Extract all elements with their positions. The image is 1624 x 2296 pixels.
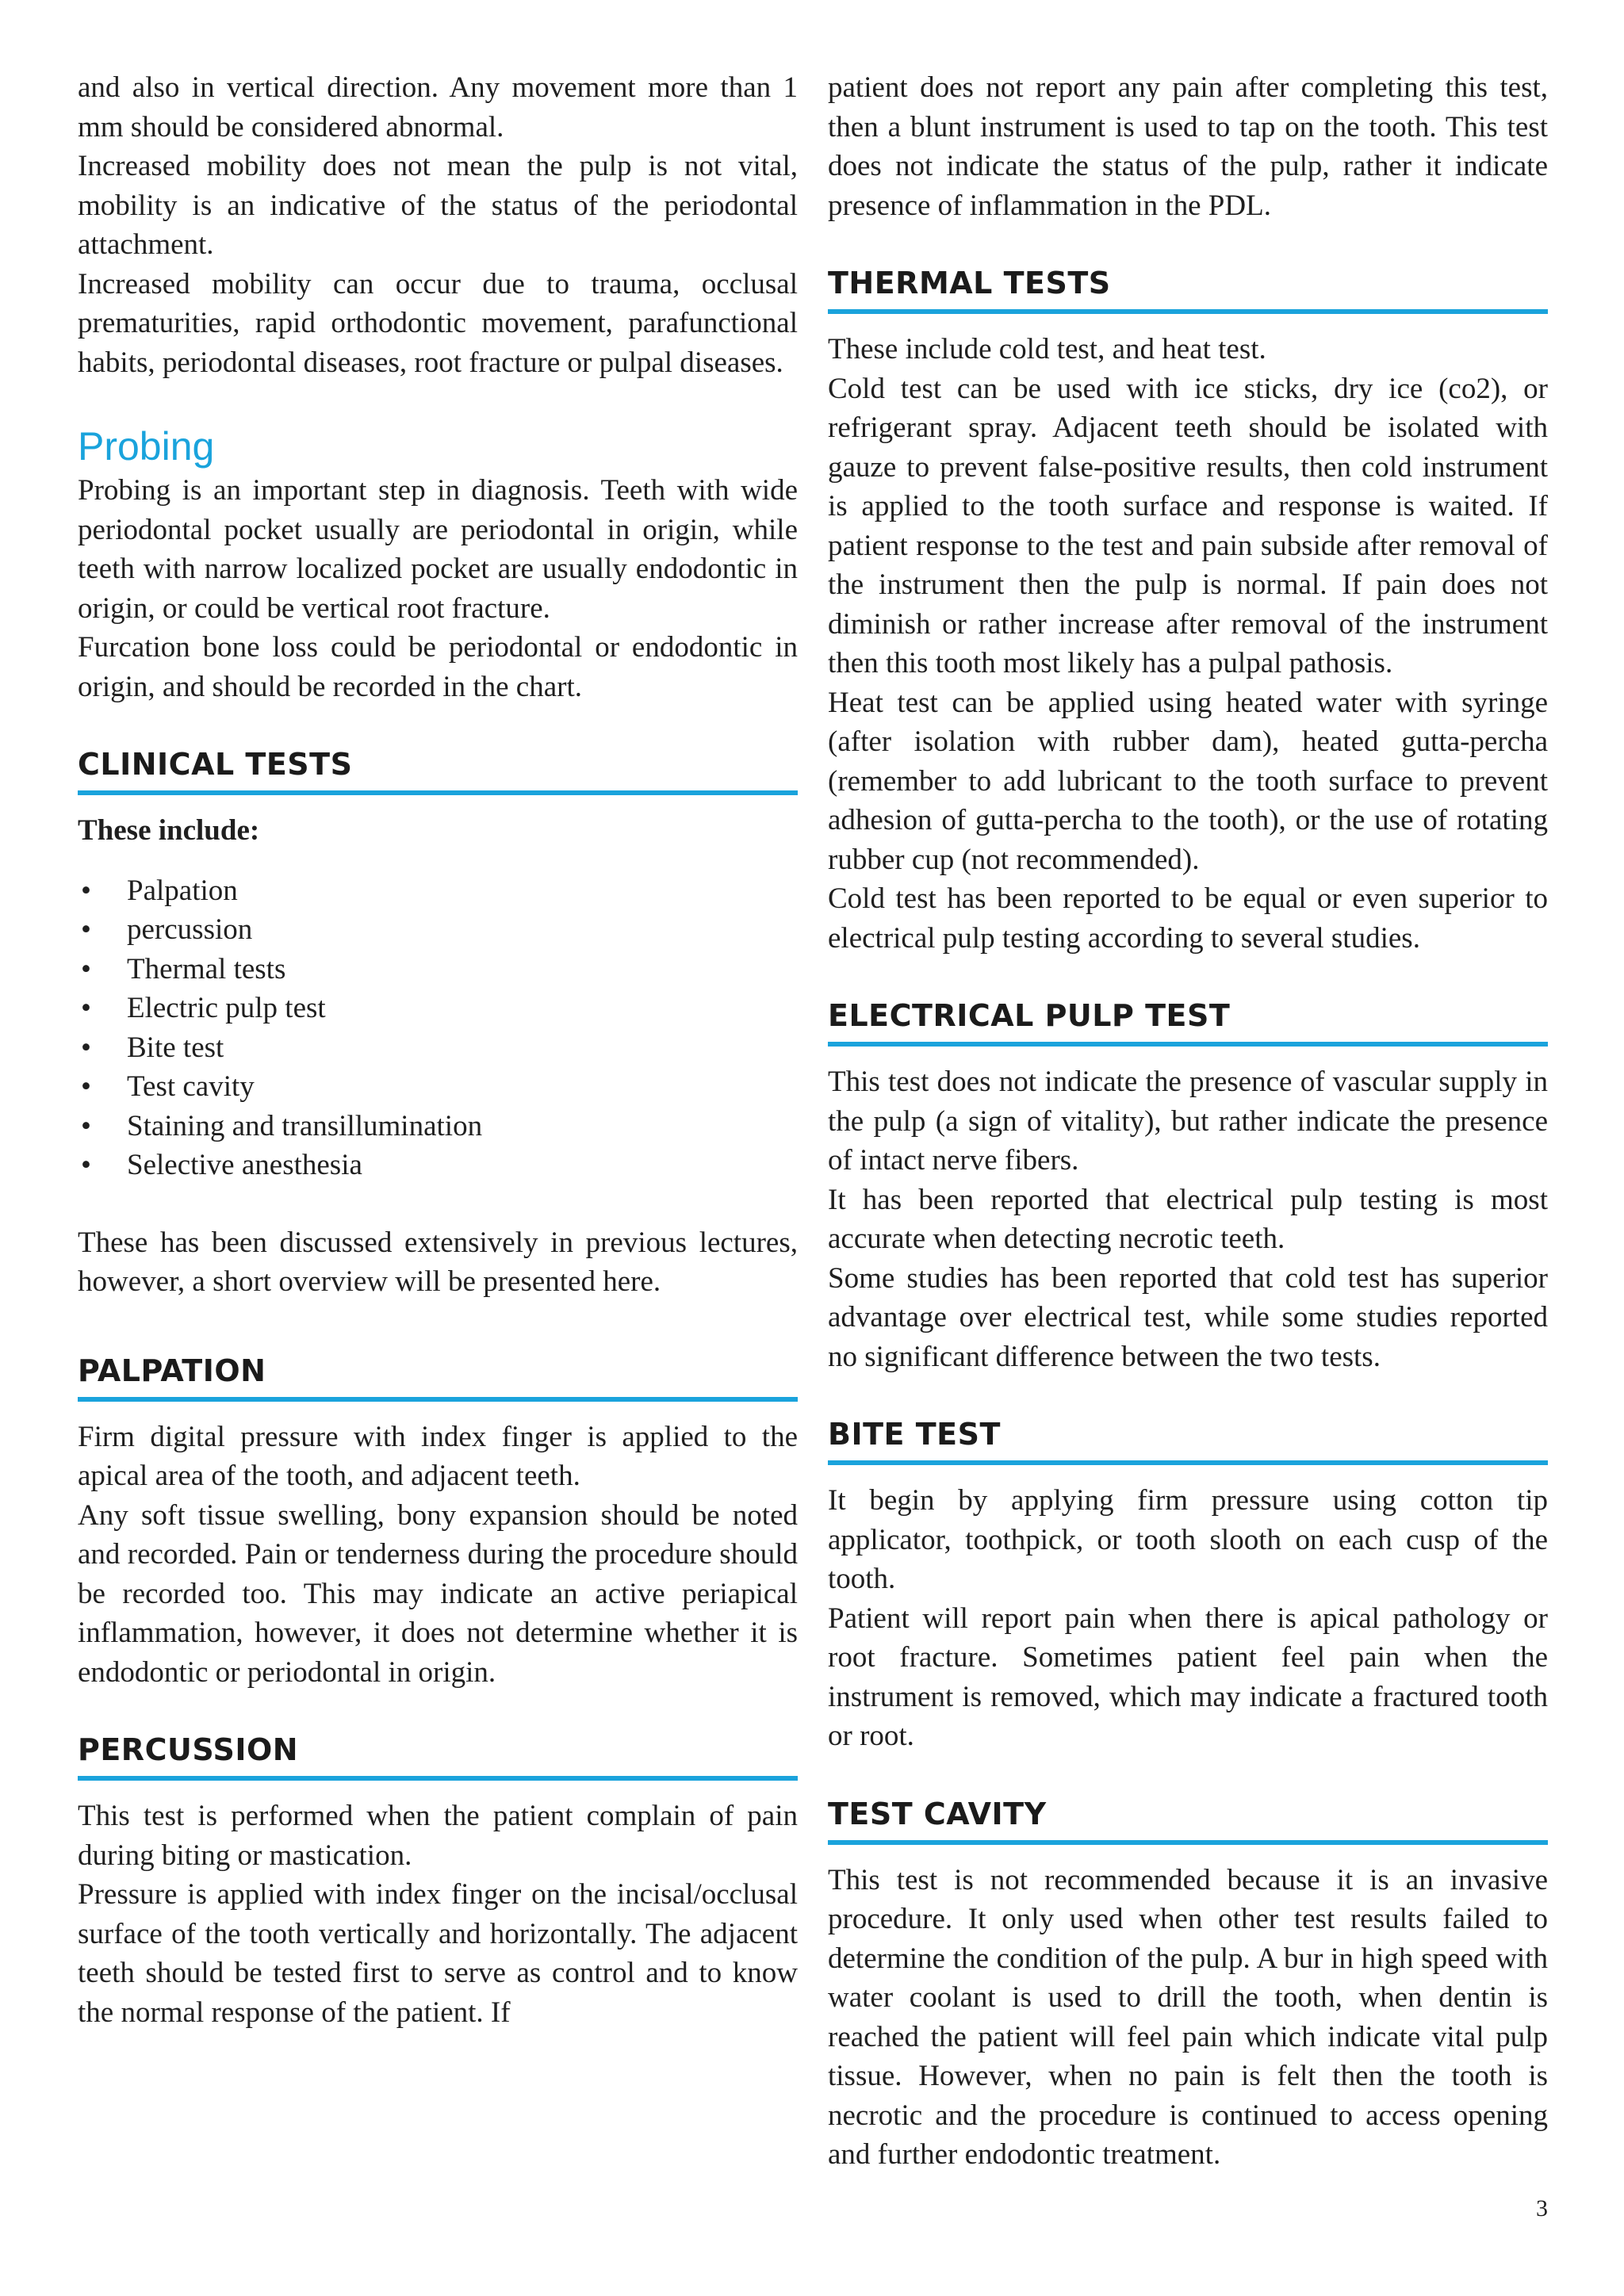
clinical-tests-lead: These include: bbox=[78, 814, 260, 847]
bullet-icon: • bbox=[81, 1149, 91, 1181]
clinical-tests-list bbox=[78, 871, 798, 1185]
electrical-paragraph: This test does not indicate the presence of vascular supply in the pulp (a sign of vitality), but rather indicate the presence of intact nerve fibers. bbox=[828, 1066, 1548, 1177]
thermal-tests-heading: THERMAL TESTS bbox=[828, 263, 1548, 314]
electrical-paragraph: It has been reported that electrical pulp testing is most accurate when detecting necrotic teeth. bbox=[828, 1183, 1548, 1255]
thermal-paragraph: These include cold test, and heat test. bbox=[828, 333, 1266, 365]
bullet-icon: • bbox=[81, 1070, 91, 1103]
bite-paragraph: Patient will report pain when there is apical pathology or root fracture. Sometimes patient feel pain when the instrument is removed, which may indicate a fractured tooth or root. bbox=[828, 1601, 1548, 1752]
bullet-icon: • bbox=[81, 952, 91, 985]
list-item: • Selective anesthesia bbox=[78, 1146, 798, 1185]
bullet-icon: • bbox=[81, 1031, 91, 1064]
clinical-tests-closing: These has been discussed extensively in previous lectures, however, a short overview will be presented here. bbox=[78, 1226, 798, 1298]
clinical-tests-heading: CLINICAL TESTS bbox=[78, 744, 798, 795]
bullet-icon: • bbox=[81, 913, 91, 946]
right-column bbox=[828, 68, 1548, 2175]
thermal-paragraph: Cold test has been reported to be equal or even superior to electrical pulp testing according to several studies. bbox=[828, 882, 1548, 955]
percussion-paragraph: Pressure is applied with index finger on the incisal/occlusal surface of the tooth vertically and horizontally. The adjacent teeth should be tested first to serve as control and to know the normal response of the patient. If bbox=[78, 1878, 798, 2029]
list-item: • Electric pulp test bbox=[78, 989, 798, 1028]
test-cavity-heading: TEST CAVITY bbox=[828, 1794, 1548, 1845]
bullet-icon: • bbox=[81, 874, 91, 907]
bite-paragraph: It begin by applying firm pressure using cotton tip applicator, toothpick, or tooth slooth on each cusp of the tooth. bbox=[828, 1484, 1548, 1595]
thermal-paragraph: Cold test can be used with ice sticks, dry ice (co2), or refrigerant spray. Adjacent teeth should be isolated with gauze to prevent false-positive results, then cold instrument is applied to the tooth surface and response is waited. If patient response to the test and pain subside after removal of the instrument then the pulp is normal. If pain does not diminish or rather increase after removal of the instrument then this tooth most likely has a pulpal pathosis. bbox=[828, 372, 1548, 679]
list-item: • Palpation bbox=[78, 871, 798, 911]
list-item: • Test cavity bbox=[78, 1067, 798, 1107]
probing-heading: Probing bbox=[78, 424, 215, 469]
palpation-paragraph: Firm digital pressure with index finger is applied to the apical area of the tooth, and adjacent teeth. bbox=[78, 1420, 798, 1492]
electrical-paragraph: Some studies has been reported that cold test has superior advantage over electrical test, while some studies reported no significant difference between the two tests. bbox=[828, 1261, 1548, 1373]
thermal-paragraph: Heat test can be applied using heated water with syringe (after isolation with rubber dam), heated gutta-percha (remember to add lubricant to the tooth surface to prevent adhesion of gutta-percha to the tooth), or the use of rotating rubber cup (not recommended). bbox=[828, 686, 1548, 876]
probing-paragraph: Probing is an important step in diagnosis. Teeth with wide periodontal pocket usually are periodontal in origin, while teeth with narrow localized pocket are usually endodontic in origin, or could be vertical root fracture. bbox=[78, 474, 798, 625]
electrical-pulp-test-heading: ELECTRICAL PULP TEST bbox=[828, 996, 1548, 1047]
left-column bbox=[78, 68, 798, 2032]
palpation-paragraph: Any soft tissue swelling, bony expansion should be noted and recorded. Pain or tenderness during the procedure should be recorded too. This may indicate an active periapical inflammation, however, it does not determine whether it is endodontic or periodontal in origin. bbox=[78, 1498, 798, 1689]
list-item: • percussion bbox=[78, 910, 798, 950]
list-item: • Thermal tests bbox=[78, 950, 798, 989]
list-item: • Bite test bbox=[78, 1028, 798, 1068]
percussion-paragraph: This test is performed when the patient complain of pain during biting or mastication. bbox=[78, 1800, 798, 1872]
bite-test-heading: BITE TEST bbox=[828, 1414, 1548, 1465]
intro-paragraph: Increased mobility can occur due to trauma, occlusal prematurities, rapid orthodontic movement, parafunctional habits, periodontal diseases, root fracture or pulpal diseases. bbox=[78, 267, 798, 379]
page-number: 3 bbox=[1536, 2195, 1548, 2221]
intro-paragraph: and also in vertical direction. Any movement more than 1 mm should be considered abnormal. bbox=[78, 71, 798, 144]
list-item: • Staining and transillumination bbox=[78, 1107, 798, 1146]
percussion-continuation: patient does not report any pain after completing this test, then a blunt instrument is used to tap on the tooth. This test does not indicate the status of the pulp, rather it indicate presence of inflammation in the PDL. bbox=[828, 71, 1548, 222]
test-cavity-paragraph: This test is not recommended because it is an invasive procedure. It only used when other test results failed to determine the condition of the pulp. A bur in high speed with water coolant is used to drill the tooth, when dentin is reached the patient will feel pain which indicate vital pulp tissue. However, when no pain is felt then the tooth is necrotic and the procedure is continued to access opening and further endodontic treatment. bbox=[828, 1863, 1548, 2171]
intro-paragraph: Increased mobility does not mean the pulp is not vital, mobility is an indicative of the status of the periodontal attachment. bbox=[78, 150, 798, 261]
probing-paragraph: Furcation bone loss could be periodontal or endodontic in origin, and should be recorded in the chart. bbox=[78, 631, 798, 703]
percussion-heading: PERCUSSION bbox=[78, 1730, 798, 1781]
bullet-icon: • bbox=[81, 1109, 91, 1142]
palpation-heading: PALPATION bbox=[78, 1351, 798, 1402]
bullet-icon: • bbox=[81, 992, 91, 1024]
